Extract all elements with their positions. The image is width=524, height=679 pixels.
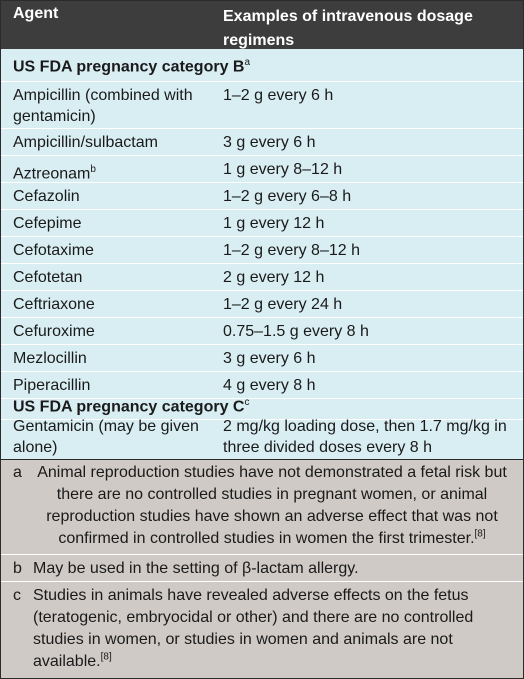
- dose-cell: 1–2 g every 6–8 h: [223, 188, 352, 205]
- agent-cell: Cefuroxime: [13, 323, 95, 340]
- dose-cell: 2 mg/kg loading dose, then 1.7 mg/kg in three divided doses every 8 h: [223, 418, 507, 456]
- table-row: [1, 82, 523, 128]
- footnote-ref: [8]: [474, 528, 486, 540]
- dose-cell: 2 g every 12 h: [223, 269, 325, 286]
- agent-cell: Piperacillin: [13, 377, 91, 394]
- agent-cell: Ampicillin/sulbactam: [13, 134, 158, 151]
- footnote-c: [1, 582, 523, 678]
- footnote-key: c: [13, 587, 21, 604]
- table-row: [1, 156, 523, 182]
- dose-cell: 1 g every 8–12 h: [223, 161, 343, 178]
- section-b-sup: a: [244, 57, 251, 68]
- footnotes: [1, 459, 523, 678]
- agent-cell: Aztreonam$^b$: [13, 164, 96, 183]
- dose-cell: 0.75–1.5 g every 8 h: [223, 323, 369, 340]
- section-b-label: US FDA pregnancy category B: [13, 58, 245, 76]
- table-row: [1, 291, 523, 317]
- dose-cell: 3 g every 6 h: [223, 350, 316, 367]
- header-agent: Agent: [13, 5, 59, 22]
- footnote-b: [1, 555, 523, 581]
- table-row: [1, 264, 523, 290]
- footnote-key: a: [13, 464, 22, 481]
- agent-cell: Mezlocillin: [13, 350, 87, 367]
- agent-cell: Cefazolin: [13, 188, 80, 205]
- footnote-text: Animal reproduction studies have not demonstrated a fetal risk but there are no controlled studies in pregnant women, or animal reproduction studies have shown an adverse effect that was not confirmed in controlled studies in women the first trimester.[8]: [37, 464, 507, 547]
- table-row: [1, 318, 523, 344]
- section-category-b: [1, 51, 523, 80]
- dose-cell: 1–2 g every 8–12 h: [223, 242, 360, 259]
- agent-cell: Cefotaxime: [13, 242, 94, 259]
- dose-cell: 1–2 g every 6 h: [223, 87, 334, 104]
- footnote-key: b: [13, 560, 22, 577]
- table-row: [1, 413, 523, 459]
- table-row: [1, 183, 523, 209]
- table-row: [1, 129, 523, 155]
- section-c-label: US FDA pregnancy category C: [13, 398, 245, 416]
- table-row: [1, 345, 523, 371]
- table-header: [1, 1, 523, 49]
- agent-sup: b: [90, 164, 96, 175]
- footnote-text: Studies in animals have revealed adverse effects on the fetus (teratogenic, embryocidal or other) and there are no controlled studies in women, or studies in women and animals are not available.[8]: [33, 587, 474, 670]
- section-c-sup: c: [244, 397, 250, 408]
- dose-cell: 1 g every 12 h: [223, 215, 325, 232]
- dose-cell: 4 g every 8 h: [223, 377, 316, 394]
- table-row: [1, 210, 523, 236]
- agent-cell: Gentamicin (may be given alone): [13, 418, 199, 456]
- agent-cell: Ampicillin (combined with gentamicin): [13, 87, 193, 125]
- dose-cell: 3 g every 6 h: [223, 134, 316, 151]
- table-row: [1, 237, 523, 263]
- footnote-a: [1, 459, 523, 563]
- agent-cell: Ceftriaxone: [13, 296, 95, 313]
- footnote-ref: [8]: [100, 651, 112, 663]
- dose-cell: 1–2 g every 24 h: [223, 296, 343, 313]
- agent-cell: Cefotetan: [13, 269, 83, 286]
- header-regimen: Examples of intravenous dosage regimens: [223, 8, 473, 49]
- footnote-text: May be used in the setting of β-lactam allergy.: [33, 560, 359, 577]
- agent-cell: Cefepime: [13, 215, 82, 232]
